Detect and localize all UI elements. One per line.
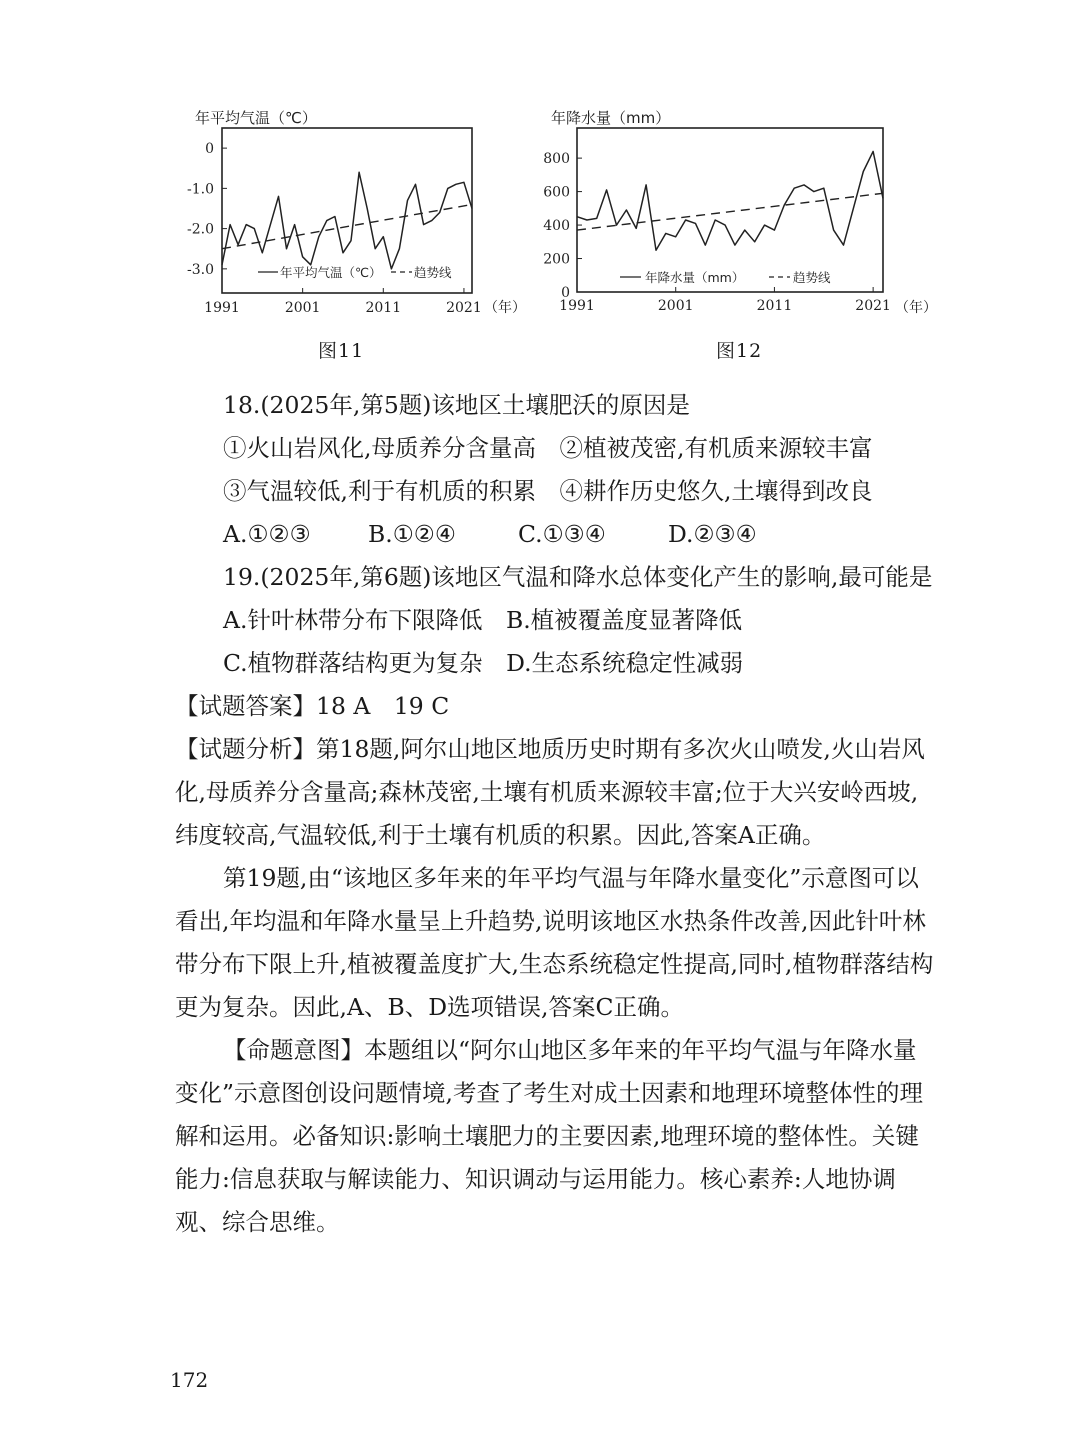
chart1-ytick-label: -1.0 [187, 181, 214, 198]
figure-11-caption: 图11 [318, 340, 365, 362]
chart1-xlabel: （年） [484, 300, 526, 316]
question-text [175, 384, 935, 1244]
q18-option-d: D.②③④ [668, 520, 757, 548]
chart1-ytick-label: 0 [205, 141, 214, 158]
chart1-legend-trend: 趋势线 [414, 265, 452, 280]
q19-options-row1: A.针叶林带分布下限降低 B.植被覆盖度显著降低 [223, 606, 743, 634]
chart1-xtick-label: 2021 [446, 300, 482, 316]
chart1-ylabel: 年平均气温（℃） [195, 109, 317, 127]
chart2-ytick-label: 0 [561, 285, 570, 301]
chart2-ylabel: 年降水量（mm） [551, 109, 671, 127]
q18-options [175, 513, 935, 556]
chart2-trend-line [577, 193, 883, 230]
chart2-legend-trend: 趋势线 [793, 270, 831, 285]
q18-statements-1: ①火山岩风化,母质养分含量高 ②植被茂密,有机质来源较丰富 [223, 434, 873, 462]
chart2-series-line [577, 151, 883, 250]
chart1-legend-series: 年平均气温（℃） [280, 265, 382, 280]
chart1-xtick-label: 2011 [365, 300, 402, 316]
chart2-frame [577, 128, 883, 292]
q19-stem: 19.(2025年,第6题)该地区气温和降水总体变化产生的影响,最可能是 [223, 563, 933, 591]
figure-12-caption: 图12 [716, 340, 763, 362]
chart2-xtick-label: 2021 [855, 298, 891, 314]
chart2-xtick-label: 2011 [756, 298, 793, 314]
analysis-q18: 【试题分析】第18题,阿尔山地区地质历史时期有多次火山喷发,火山岩风化,母质养分含量高;森林茂密,土壤有机质来源较丰富;位于大兴安岭西坡,纬度较高,气温较低,利于土壤有机质的积累。因此,答案A正确。 [175, 735, 925, 849]
analysis-q19: 第19题,由“该地区多年来的年平均气温与年降水量变化”示意图可以看出,年均温和年降水量呈上升趋势,说明该地区水热条件改善,因此针叶林带分布下限上升,植被覆盖度扩大,生态系统稳定性提高,同时,植物群落结构更为复杂。因此,A、B、D选项错误,答案C正确。 [175, 864, 934, 1021]
q18-option-c: C.①③④ [518, 520, 606, 548]
chart2-ytick-label: 600 [543, 184, 570, 201]
chart1-xtick-label: 2001 [284, 300, 321, 316]
page-number: 172 [170, 1368, 209, 1392]
q18-stem: 18.(2025年,第5题)该地区土壤肥沃的原因是 [223, 391, 690, 419]
temperature-chart [187, 109, 526, 316]
q19-options-row2: C.植物群落结构更为复杂 D.生态系统稳定性减弱 [223, 649, 744, 677]
chart1-series-line [222, 172, 472, 269]
question-intent: 【命题意图】本题组以“阿尔山地区多年来的年平均气温与年降水量变化”示意图创设问题情境,考查了考生对成土因素和地理环境整体性的理解和运用。必备知识:影响土壤肥力的主要因素,地理环境的整体性。关键能力:信息获取与解读能力、知识调动与运用能力。核心素养:人地协调观、综合思维。 [175, 1036, 923, 1236]
q18-statements-2: ③气温较低,利于有机质的积累 ④耕作历史悠久,土壤得到改良 [223, 477, 873, 505]
q18-option-a: A.①②③ [223, 520, 311, 548]
q18-option-b: B.①②④ [368, 520, 456, 548]
answer-line: 【试题答案】18 A 19 C [175, 692, 450, 720]
chart2-xtick-label: 2001 [657, 298, 694, 314]
chart1-xtick-label: 1991 [204, 300, 240, 316]
charts-area [0, 0, 1080, 370]
precipitation-chart [543, 109, 937, 316]
chart2-legend-series: 年降水量（mm） [645, 270, 745, 285]
chart2-xtick-label: 1991 [559, 298, 595, 314]
chart1-ytick-label: -2.0 [187, 221, 214, 238]
chart1-ytick-label: -3.0 [187, 261, 214, 278]
chart1-trend-line [222, 204, 472, 248]
chart2-xlabel: （年） [895, 300, 937, 316]
chart2-ytick-label: 400 [543, 218, 570, 235]
chart2-ytick-label: 200 [543, 251, 570, 268]
chart2-ytick-label: 800 [543, 151, 570, 168]
